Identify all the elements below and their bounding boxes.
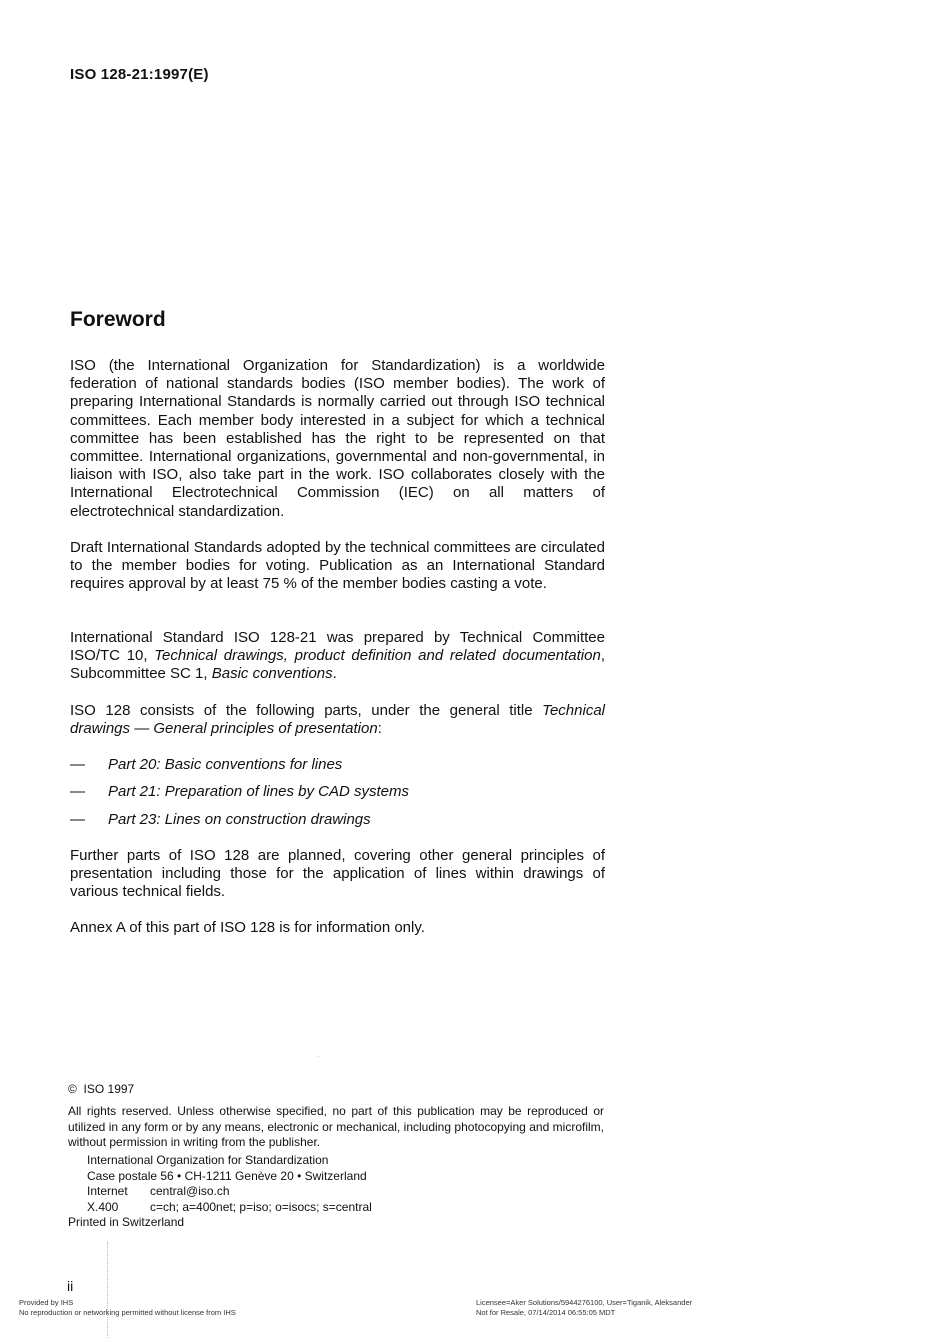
x400-row (87, 1200, 372, 1216)
scan-speck (318, 1056, 319, 1057)
footer-licensee (476, 1298, 692, 1317)
parts-intro-text: ISO 128 consists of the following parts, under the general title (70, 702, 543, 719)
committee-title: Technical drawings, product definition and related documentation (154, 647, 601, 665)
prepared-by-text: International Standard ISO 128-21 was prepared by Technical Committee ISO/TC 10, (70, 629, 605, 665)
footer-provider-line: Provided by IHS (19, 1298, 74, 1307)
internet-label: Internet (87, 1184, 128, 1198)
paragraph-prepared-by (70, 629, 605, 684)
general-title: Technical drawings — General principles of presentation (70, 702, 605, 738)
footer-resale-line: Not for Resale, 07/14/2014 06:55:05 MDT (476, 1307, 616, 1317)
internet-row (87, 1184, 372, 1200)
binding-margin-line (107, 1242, 108, 1338)
document-id: ISO 128-21:1997(E) (70, 66, 209, 83)
subcommittee-text: , Subcommittee SC 1, (70, 647, 605, 683)
paragraph-draft-standards: Draft International Standards adopted by the technical committees are circulated to the member bodies for voting. Publication as an International Standard requires approval by at least 75 % of the member bodies casting a vote. (70, 539, 605, 593)
section-title: Foreword (70, 308, 166, 331)
rights-statement: All rights reserved. Unless otherwise specified, no part of this publication may be reproduced or utilized in any form or by any means, electronic or mechanical, including photocopying and microfilm, without permission in writing from the publisher. (68, 1104, 604, 1149)
footer-licensee-line: Licensee=Aker Solutions/5944276100, User=Tiganik, Aleksander (476, 1298, 693, 1307)
postal-address: Case postale 56 • CH-1211 Genève 20 • Switzerland (87, 1168, 367, 1183)
footer-license-line: No reproduction or networking permitted without license from IHS (19, 1307, 236, 1317)
publisher-address (87, 1153, 372, 1215)
x400-label: X.400 (87, 1199, 119, 1214)
org-name: International Organization for Standardization (87, 1153, 329, 1167)
footer-provider (19, 1298, 236, 1317)
list-item-text: Part 21: Preparation of lines by CAD systems (108, 783, 409, 800)
copyright-icon: © (68, 1082, 77, 1096)
list-dash: — (70, 811, 85, 828)
copyright-line (68, 1082, 134, 1098)
paragraph-parts-intro (70, 702, 605, 738)
paragraph-further-parts: Further parts of ISO 128 are planned, covering other general principles of presentation including those for the application of lines within drawings of various technical fields. (70, 847, 605, 901)
x400-value: c=ch; a=400net; p=iso; o=isocs; s=central (150, 1199, 372, 1214)
internet-value: central@iso.ch (150, 1184, 230, 1198)
paragraph-iso-intro: ISO (the International Organization for Standardization) is a worldwide federation of national standards bodies (ISO member bodies). The work of preparing International Standards is normally carried out through ISO technical committees. Each member body interested in a subject for which a technical committee has been established has the right to be represented on that committee. International organizations, governmental and non-governmental, in liaison with ISO, also take part in the work. ISO collaborates closely with the International Electrotechnical Commission (IEC) on all matters of electrotechnical standardization. (70, 357, 605, 520)
page-number: ii (67, 1278, 74, 1294)
colon: : (377, 720, 382, 738)
period: . (332, 665, 337, 683)
list-dash: — (70, 783, 85, 800)
subcommittee-title: Basic conventions (211, 665, 333, 683)
list-item-text: Part 20: Basic conventions for lines (108, 756, 343, 773)
printed-in: Printed in Switzerland (68, 1215, 185, 1229)
copyright-year: ISO 1997 (83, 1082, 135, 1096)
list-dash: — (70, 756, 85, 773)
paragraph-annex: Annex A of this part of ISO 128 is for information only. (70, 919, 425, 936)
list-item-text: Part 23: Lines on construction drawings (108, 811, 371, 828)
